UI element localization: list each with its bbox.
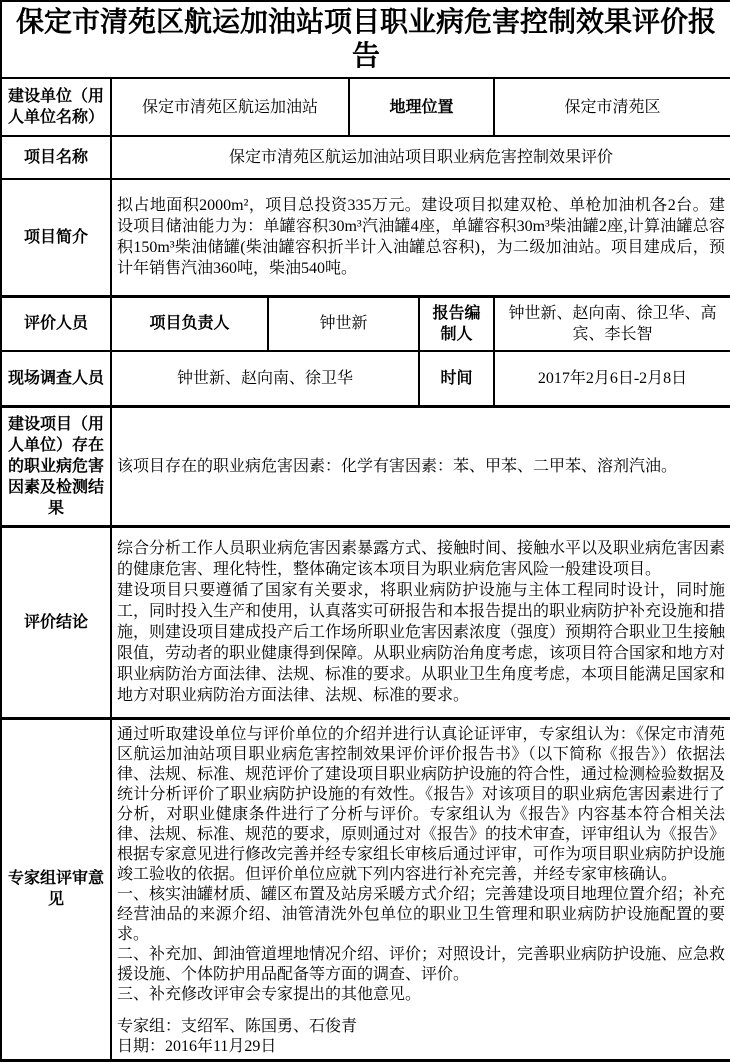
expert-opinion-paragraph: 二、补充加、卸油管道埋地情况介绍、评价；对照设计，完善职业病防护设施、应急救援设施、个体防护用品配备等方面的调查、评价。 [117,945,726,983]
title-row [1,1,730,78]
expert-opinion-label: 专家组评审意见 [1,718,111,1060]
evaluators-label: 评价人员 [1,296,111,351]
hazards-value: 该项目存在的职业病危害因素：化学有害因素：苯、甲苯、二甲苯、溶剂汽油。 [111,406,730,526]
site-survey-row [1,351,730,406]
conclusion-value [111,526,730,718]
project-name-row [1,136,730,179]
project-name-value: 保定市清苑区航运加油站项目职业病危害控制效果评价 [111,136,730,179]
project-leader-name: 钟世新 [268,296,419,351]
project-name-label: 项目名称 [1,136,111,179]
hazards-row [1,406,730,526]
conclusion-paragraph: 建设项目只要遵循了国家有关要求，将职业病防护设施与主体工程同时设计，同时施工，同时投入生产和使用，认真落实可研报告和本报告提出的职业病防护补充设施和措施，则建设项目建成投产后工作场所职业危害因素浓度（强度）预期符合职业卫生接触限值，劳动者的职业健康得到保障。从职业病防治角度考虑，该项目符合国家和地方对职业病防治方面法律、法规、标准的要求。从职业卫生角度考虑，本项目能满足国家和地方对职业病防治方面法律、法规、标准的要求。 [117,582,726,704]
time-label: 时间 [419,351,494,406]
conclusion-paragraph: 综合分析工作人员职业病危害因素暴露方式、接触时间、接触水平以及职业病危害因素的健康危害、理化特性，整体确定该本项目为职业病危害风险一般建设项目。 [117,540,726,578]
construction-unit-label: 建设单位（用人单位名称） [1,78,111,136]
site-survey-names: 钟世新、赵向南、徐卫华 [111,351,419,406]
project-intro-value: 拟占地面积2000m²，项目总投资335万元。建设项目拟建双枪、单枪加油机各2台。建设项目储油能力为：单罐容积30m³汽油罐4座，单罐容积30m³柴油罐2座,计算油罐总容积150m³柴油储罐(柴油罐容积折半计入油罐总容积)，为二级加油站。项目建成后，预计年销售汽油360吨，柴油540吨。 [111,179,730,296]
expert-opinion-value [111,718,730,1060]
time-value: 2017年2月6日-2月8日 [494,351,730,406]
expert-opinion-date: 日期：2016年11月29日 [117,1037,277,1055]
construction-unit-row [1,78,730,136]
project-intro-row [1,179,730,296]
location-label: 地理位置 [349,78,494,136]
conclusion-label: 评价结论 [1,526,111,718]
report-compiler-names: 钟世新、赵向南、徐卫华、高宾、李长智 [494,296,730,351]
expert-opinion-paragraph: 三、补充修改评审会专家提出的其他意见。 [117,985,422,1003]
evaluators-row [1,296,730,351]
site-survey-label: 现场调查人员 [1,351,111,406]
construction-unit-value: 保定市清苑区航运加油站 [111,78,349,136]
expert-opinion-paragraph: 一、核实油罐材质、罐区布置及站房采暖方式介绍；完善建设项目地理位置介绍；补充经营油品的来源介绍、油管清洗外包单位的职业卫生管理和职业病防护设施配置的要求。 [117,885,726,943]
page-title: 保定市清苑区航运加油站项目职业病危害控制效果评价报告 [1,1,730,78]
expert-group-signature: 专家组：支绍军、陈国勇、石俊青 [117,1017,358,1035]
expert-opinion-paragraph: 通过听取建设单位与评价单位的介绍并进行认真论证评审，专家组认为：《保定市清苑区航运加油站项目职业病危害控制效果评价评价报告书》（以下简称《报告》）依据法律、法规、标准、规范评价了建设项目职业病防护设施的符合性，通过检测检验数据及统计分析评价了职业病防护设施的有效性。《报告》对该项目的职业病危害因素进行了分析，对职业健康条件进行了分析与评价。专家组认为《报告》内容基本符合相关法律、法规、标准、规范的要求，原则通过对《报告》的技术审查，评审组认为《报告》根据专家意见进行修改完善并经专家组长审核后通过评审，可作为项目职业病防护设施竣工验收的依据。但评价单位应就下列内容进行补充完善，并经专家审核确认。 [117,725,726,883]
hazards-label: 建设项目（用人单位）存在的职业病危害因素及检测结果 [1,406,111,526]
report-compiler-label: 报告编制人 [419,296,494,351]
conclusion-row [1,526,730,718]
expert-opinion-row [1,718,730,1060]
location-value: 保定市清苑区 [494,78,730,136]
project-intro-label: 项目简介 [1,179,111,296]
project-leader-label: 项目负责人 [111,296,268,351]
